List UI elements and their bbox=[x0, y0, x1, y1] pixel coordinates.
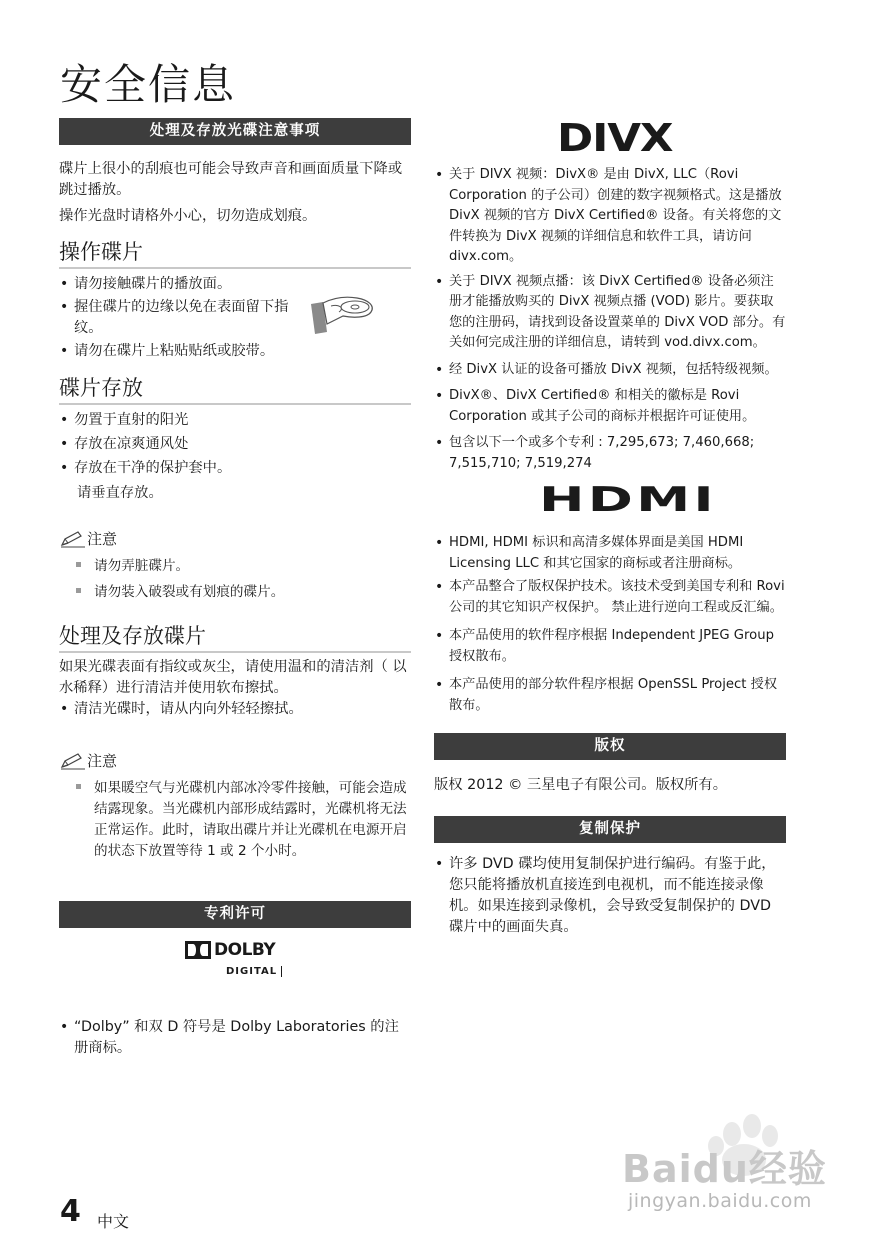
list-item: • 关于 DIVX 视频：DivX® 是由 DivX, LLC（Rovi Corporation 的子公司）创建的数字视频格式。这是播放 DivX 视频的官方 DivX Certified® 设备。有关将您的文件转换为 DivX 视频的详细信息和软件工具，请访问 divx.com。 bbox=[434, 165, 786, 268]
hdmi-logo-text: HDMI bbox=[539, 480, 717, 520]
cleaning-note-heading bbox=[59, 750, 411, 772]
handling-heading: 操作碟片 bbox=[59, 239, 411, 269]
cleaning-notes bbox=[59, 778, 411, 862]
list-item: • DivX®、DivX Certified® 和相关的徽标是 Rovi Corporation 或其子公司的商标并根据许可证使用。 bbox=[434, 386, 786, 427]
list-item: • 清洁光碟时，请从内向外轻轻擦拭。 bbox=[59, 699, 411, 720]
disc-hand-icon bbox=[309, 294, 377, 338]
page-number: 4 bbox=[60, 1194, 81, 1229]
note-label: 注意 bbox=[87, 752, 118, 770]
handling-list-2 bbox=[59, 341, 411, 362]
list-item: • 请勿接触碟片的播放面。 bbox=[59, 274, 294, 295]
list-item: • 勿置于直射的阳光 bbox=[59, 410, 411, 431]
divx-list bbox=[434, 165, 786, 474]
list-item: • 关于 DIVX 视频点播：该 DivX Certified® 设备必须注册才能播放购买的 DivX 视频点播 (VOD) 影片。要获取您的注册码，请找到设备设置菜单的 DivX VOD 部分。有关如何完成注册的详细信息，请转到 vod.divx.com。 bbox=[434, 272, 786, 354]
page-language: 中文 bbox=[97, 1212, 130, 1231]
license-bar: 专利许可 bbox=[59, 901, 411, 928]
pencil-icon bbox=[59, 529, 87, 549]
note-label: 注意 bbox=[87, 530, 118, 548]
storage-notes bbox=[59, 556, 411, 603]
dolby-logo-text: DOLBY bbox=[214, 940, 276, 960]
hdmi-logo bbox=[434, 474, 786, 526]
disc-care-intro: 碟片上很小的刮痕也可能会导致声音和画面质量下降或跳过播放。 bbox=[59, 161, 403, 198]
copy-protection-list bbox=[434, 854, 779, 938]
dolby-logo-subtext: DIGITAL bbox=[226, 966, 282, 977]
watermark-url: jingyan.baidu.com bbox=[628, 1190, 812, 1212]
cleaning-list bbox=[59, 699, 411, 720]
cleaning-text: 如果光碟表面有指纹或灰尘，请使用温和的清洁剂（ 以水稀释）进行清洁并使用软布擦拭。 bbox=[59, 659, 407, 696]
cleaning-heading: 处理及存放碟片 bbox=[59, 623, 411, 653]
copy-protection-bar: 复制保护 bbox=[434, 816, 786, 843]
list-item: • 本产品整合了版权保护技术。该技术受到美国专利和 Rovi 公司的其它知识产权保护。 禁止进行逆向工程或反汇编。 bbox=[434, 577, 786, 618]
divx-logo-text: DIVX bbox=[557, 116, 673, 160]
copyright-text: 版权 2012 © 三星电子有限公司。版权所有。 bbox=[434, 777, 728, 793]
left-column bbox=[59, 118, 411, 1059]
list-item: • 本产品使用的软件程序根据 Independent JPEG Group 授权散布。 bbox=[434, 626, 786, 667]
note-item: 如果暖空气与光碟机内部冰冷零件接触，可能会造成结露现象。当光碟机内部形成结露时，光碟机将无法正常运作。此时，请取出碟片并让光碟机在电源开启的状态下放置等待 1 或 2 个小时。 bbox=[75, 778, 411, 862]
list-item: • 经 DivX 认证的设备可播放 DivX 视频，包括特级视频。 bbox=[434, 360, 786, 381]
storage-list bbox=[59, 410, 411, 479]
list-item: • 请勿在碟片上粘贴贴纸或胶带。 bbox=[59, 341, 411, 362]
list-item: • 本产品使用的部分软件程序根据 OpenSSL Project 授权散布。 bbox=[434, 675, 786, 716]
list-item: • 许多 DVD 碟均使用复制保护进行编码。有鉴于此，您只能将播放机直接连到电视机，而不能连接录像机。如果连接到录像机，会导致受复制保护的 DVD 碟片中的画面失真。 bbox=[434, 854, 779, 938]
double-d-icon bbox=[185, 941, 211, 959]
note-item: 请勿装入破裂或有划痕的碟片。 bbox=[75, 582, 411, 603]
watermark-brand: Baidu经验 bbox=[622, 1147, 827, 1191]
license-list bbox=[59, 1017, 411, 1059]
storage-note-heading bbox=[59, 528, 411, 550]
list-item: • “Dolby” 和双 D 符号是 Dolby Laboratories 的注册商标。 bbox=[59, 1017, 411, 1059]
copyright-bar: 版权 bbox=[434, 733, 786, 760]
disc-care-caution: 操作光盘时请格外小心，切勿造成划痕。 bbox=[59, 208, 317, 224]
pencil-icon bbox=[59, 751, 87, 771]
disc-care-bar: 处理及存放光碟注意事项 bbox=[59, 118, 411, 145]
hdmi-list bbox=[434, 533, 786, 716]
list-item: • HDMI, HDMI 标识和高清多媒体界面是美国 HDMI Licensing LLC 和其它国家的商标或者注册商标。 bbox=[434, 533, 786, 574]
storage-extra: 请垂直存放。 bbox=[77, 485, 163, 501]
list-item: • 包含以下一个或多个专利 : 7,295,673; 7,460,668; 7,515,710; 7,519,274 bbox=[434, 433, 786, 474]
list-item: • 存放在凉爽通风处 bbox=[59, 434, 411, 455]
list-item: • 握住碟片的边缘以免在表面留下指纹。 bbox=[59, 297, 294, 339]
handling-list bbox=[59, 274, 294, 339]
page-title: 安全信息 bbox=[60, 60, 237, 109]
right-column bbox=[434, 118, 786, 938]
note-item: 请勿弄脏碟片。 bbox=[75, 556, 411, 577]
dolby-logo bbox=[59, 928, 411, 1006]
divx-logo bbox=[434, 118, 786, 162]
list-item: • 存放在干净的保护套中。 bbox=[59, 458, 411, 479]
storage-heading: 碟片存放 bbox=[59, 375, 411, 405]
